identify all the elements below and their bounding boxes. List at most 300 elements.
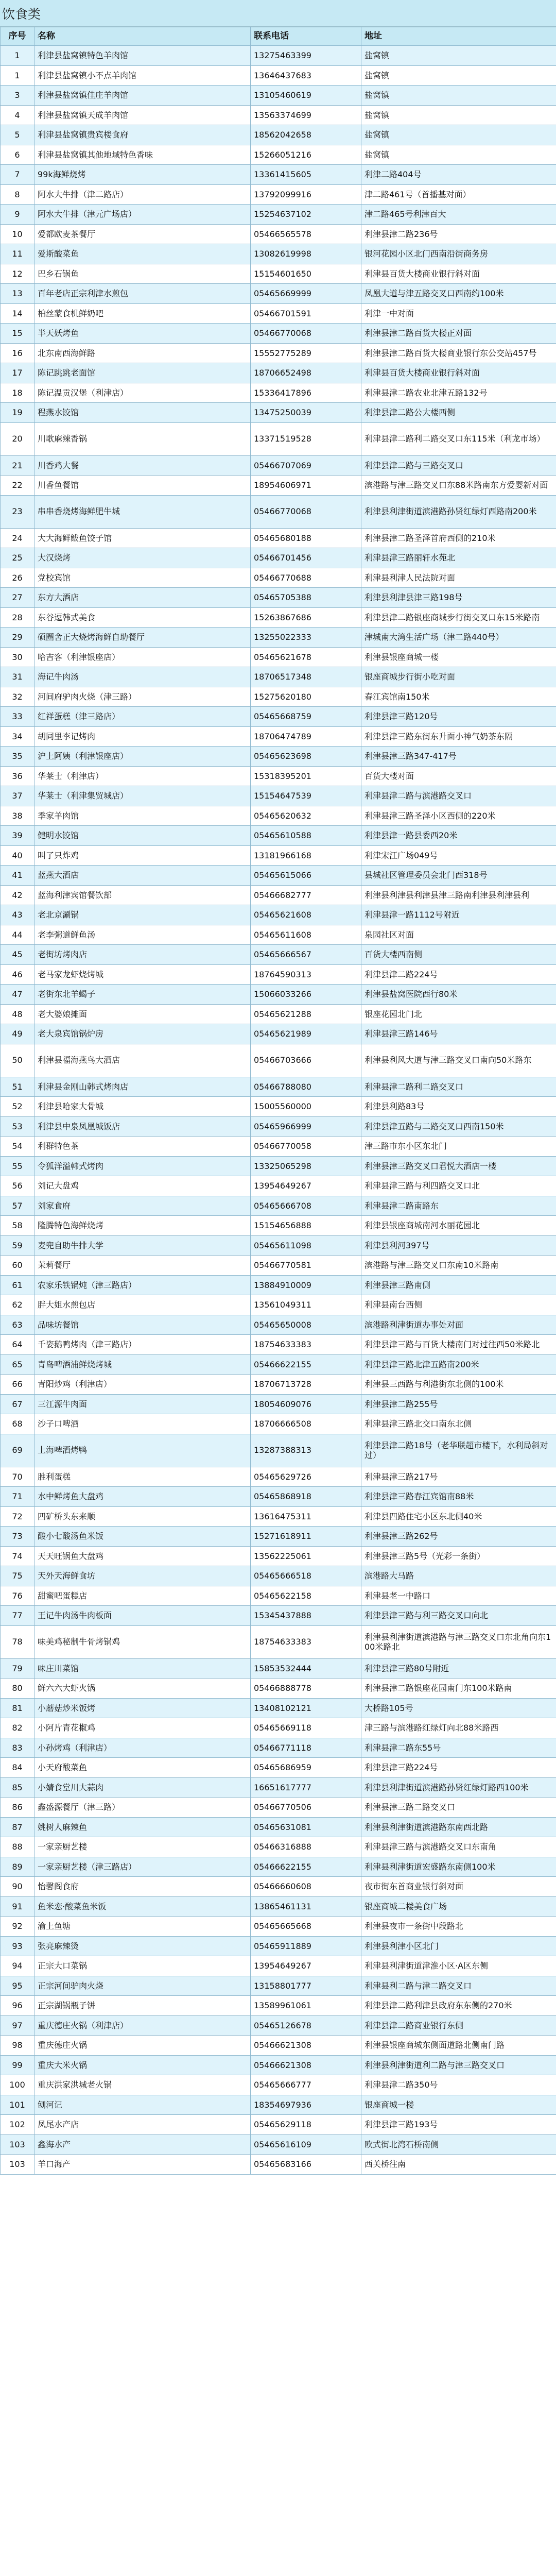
table-row [1,1956,556,1976]
cell-name: 华莱士（利津集贸城店） [34,786,251,806]
cell-seq: 75 [1,1566,34,1586]
cell-address: 银座商城步行街小吃对面 [361,667,556,687]
table-row [1,455,556,476]
cell-name: 利津县盐窝镇特色羊肉馆 [34,46,251,66]
cell-address: 利津县津三路120号 [361,707,556,727]
cell-seq: 8 [1,184,34,205]
table-row [1,1137,556,1157]
cell-phone: 15275620180 [251,687,361,707]
cell-address: 利津县津二路350号 [361,2075,556,2095]
table-row [1,324,556,344]
table-row [1,667,556,687]
cell-seq: 32 [1,687,34,707]
table-row [1,1917,556,1937]
cell-seq: 46 [1,964,34,985]
cell-seq: 33 [1,707,34,727]
cell-name: 小阿片青花椒鸡 [34,1718,251,1738]
cell-address: 银座商城二楼美食广场 [361,1896,556,1917]
table-row [1,1877,556,1897]
table-row [1,1375,556,1395]
cell-address: 利津县利津街道津淮小区·A区东侧 [361,1956,556,1976]
cell-address: 利津县津二路公大楼西侧 [361,403,556,423]
cell-seq: 3 [1,86,34,106]
cell-phone: 05465666708 [251,1196,361,1216]
table-row [1,1295,556,1315]
cell-seq: 103 [1,2155,34,2175]
table-row [1,588,556,608]
cell-address: 盐窝镇 [361,65,556,86]
cell-name: 令狐洋溢韩式烤肉 [34,1156,251,1176]
cell-phone: 05465615066 [251,866,361,886]
cell-phone: 18754633383 [251,1335,361,1355]
cell-seq: 82 [1,1718,34,1738]
cell-seq: 1 [1,46,34,66]
cell-name: 鑫海水产 [34,2134,251,2155]
table-row [1,145,556,165]
cell-address: 利津县津二路东55号 [361,1738,556,1758]
cell-seq: 51 [1,1077,34,1097]
table-row [1,1176,556,1196]
cell-seq: 58 [1,1216,34,1236]
cell-seq: 53 [1,1116,34,1137]
cell-seq: 86 [1,1798,34,1818]
table-row [1,1658,556,1679]
cell-address: 利津县津三路东街东升面小神气奶茶东隔 [361,726,556,747]
cell-seq: 23 [1,495,34,528]
cell-phone: 18764590313 [251,964,361,985]
cell-phone: 05465683166 [251,2155,361,2175]
cell-name: 利津县哈家大骨城 [34,1097,251,1117]
cell-address: 利津县津三路193号 [361,2115,556,2135]
cell-name: 正宗河间驴肉火烧 [34,1976,251,1996]
cell-name: 刘家食府 [34,1196,251,1216]
table-row [1,1335,556,1355]
cell-address: 泉园社区对面 [361,925,556,945]
cell-name: 巴乡石锅鱼 [34,264,251,284]
table-row [1,224,556,244]
table-row [1,1976,556,1996]
cell-address: 利津县利津县津三路198号 [361,588,556,608]
cell-address: 利津县利二路与津二路交叉口 [361,1976,556,1996]
cell-seq: 87 [1,1817,34,1837]
cell-seq: 99 [1,2055,34,2075]
cell-name: 99k海鲜烧烤 [34,165,251,185]
cell-phone: 13105460619 [251,86,361,106]
cell-phone: 15336417896 [251,383,361,403]
cell-address: 盐窝镇 [361,105,556,125]
table-row [1,1044,556,1077]
cell-phone: 15853532444 [251,1658,361,1679]
cell-phone: 13287388313 [251,1434,361,1467]
cell-name: 老马家龙虾烧烤城 [34,964,251,985]
cell-phone: 18054609076 [251,1394,361,1414]
cell-name: 酸小七酸汤鱼米饭 [34,1527,251,1547]
cell-address: 利津县津二路18号（老华联超市楼下，水利局斜对过） [361,1434,556,1467]
cell-address: 盐窝镇 [361,86,556,106]
cell-address: 凤凰大道与津五路交叉口西南约100米 [361,284,556,304]
table-row [1,707,556,727]
cell-phone: 18706474789 [251,726,361,747]
table-row [1,1487,556,1507]
cell-address: 利津县津二路236号 [361,224,556,244]
table-row [1,985,556,1005]
cell-address: 利津县百货大楼商业银行斜对面 [361,264,556,284]
table-row [1,925,556,945]
cell-address: 利津县津二路255号 [361,1394,556,1414]
cell-address: 利津县津二路百货大楼商业银行东公交站457号 [361,343,556,363]
cell-seq: 45 [1,945,34,965]
table-row [1,1256,556,1276]
cell-name: 爱都欧麦茶餐厅 [34,224,251,244]
cell-name: 老李粥道鲜鱼汤 [34,925,251,945]
cell-address: 利津县南台西侧 [361,1295,556,1315]
cell-seq: 52 [1,1097,34,1117]
table-row [1,1235,556,1256]
cell-name: 程燕水饺馆 [34,403,251,423]
cell-address: 津二路461号（首播基对面） [361,184,556,205]
cell-phone: 13475250039 [251,403,361,423]
cell-seq: 40 [1,845,34,866]
table-row [1,65,556,86]
table-row [1,1896,556,1917]
cell-seq: 79 [1,1658,34,1679]
table-row [1,1586,556,1606]
cell-name: 隆腾特色海鲜烧烤 [34,1216,251,1236]
cell-address: 利津县津二路银座花园南门东100米路南 [361,1679,556,1699]
table-row [1,1467,556,1487]
table-row [1,1817,556,1837]
cell-phone: 05465911889 [251,1936,361,1956]
cell-seq: 49 [1,1024,34,1044]
cell-address: 盐窝镇 [361,125,556,145]
cell-name: 麦兜自助牛排大学 [34,1235,251,1256]
cell-address: 利津县津三路5号（光彩一条街） [361,1546,556,1566]
table-row [1,1527,556,1547]
cell-name: 一家亲厨艺楼 [34,1837,251,1857]
table-row [1,1679,556,1699]
table-body [1,46,556,2175]
cell-phone: 13371519528 [251,422,361,455]
cell-name: 沪上阿姨（利津银座店） [34,747,251,767]
cell-seq: 35 [1,747,34,767]
cell-address: 春江宾馆南150米 [361,687,556,707]
cell-phone: 13792099916 [251,184,361,205]
table-row [1,766,556,786]
cell-address: 利津宋江广场049号 [361,845,556,866]
table-row [1,1546,556,1566]
cell-name: 正宗大口菜锅 [34,1956,251,1976]
cell-seq: 69 [1,1434,34,1467]
cell-phone: 05466770068 [251,324,361,344]
cell-address: 利津一中对面 [361,303,556,324]
cell-phone: 05466770688 [251,568,361,588]
cell-seq: 72 [1,1506,34,1527]
cell-address: 利津县盐窝医院西行80米 [361,985,556,1005]
cell-seq: 7 [1,165,34,185]
cell-name: 蓝海利津宾馆餐饮部 [34,885,251,905]
cell-phone: 05465629118 [251,2115,361,2135]
cell-address: 利津县津二路农业北津五路132号 [361,383,556,403]
table-row [1,2055,556,2075]
cell-address: 利津县利津街道宏盛路东南侧100米 [361,1857,556,1877]
cell-name: 小天府酸菜鱼 [34,1758,251,1778]
cell-seq: 6 [1,145,34,165]
cell-seq: 15 [1,324,34,344]
cell-seq: 94 [1,1956,34,1976]
cell-name: 茉莉餐厅 [34,1256,251,1276]
cell-seq: 4 [1,105,34,125]
cell-seq: 90 [1,1877,34,1897]
cell-phone: 05466770581 [251,1256,361,1276]
cell-address: 银河花园小区北门西南沿街商务房 [361,244,556,264]
cell-seq: 101 [1,2095,34,2115]
table-row [1,476,556,496]
cell-name: 柏丝蒙食机鲜奶吧 [34,303,251,324]
cell-address: 利津县利风大道与津三路交叉口南向50米路东 [361,1044,556,1077]
table-row [1,1394,556,1414]
cell-address: 利津县津二路南路东 [361,1196,556,1216]
cell-name: 小婧食堂川大蒜肉 [34,1777,251,1798]
cell-address: 利津县银座商城东侧面道路北侧南门路 [361,2036,556,2056]
cell-address: 利津县津二路224号 [361,964,556,985]
cell-name: 陈记跳跳老面馆 [34,363,251,383]
table-row [1,1698,556,1718]
cell-name: 老北京涮锅 [34,905,251,925]
table-row [1,806,556,826]
table-row [1,1196,556,1216]
cell-seq: 67 [1,1394,34,1414]
cell-name: 川香鱼餐馆 [34,476,251,496]
cell-seq: 20 [1,422,34,455]
cell-phone: 05466770506 [251,1798,361,1818]
table-row [1,1758,556,1778]
table-row [1,1837,556,1857]
cell-seq: 103 [1,2134,34,2155]
cell-address: 银座花园北门北 [361,1004,556,1024]
table-row [1,284,556,304]
cell-seq: 81 [1,1698,34,1718]
table-row [1,548,556,568]
cell-seq: 44 [1,925,34,945]
cell-address: 利津县津二路商业银行东侧 [361,2015,556,2036]
cell-name: 利津县福海燕鸟大酒店 [34,1044,251,1077]
cell-name: 老大泉宾馆锅炉房 [34,1024,251,1044]
cell-name: 哈吉客（利津银座店） [34,647,251,667]
cell-seq: 37 [1,786,34,806]
cell-name: 海记牛肉汤 [34,667,251,687]
cell-address: 利津县津二路与三路交叉口 [361,455,556,476]
table-row [1,607,556,628]
cell-name: 重庆洪家洪城老火锅 [34,2075,251,2095]
cell-name: 半天妖烤鱼 [34,324,251,344]
table-row [1,264,556,284]
table-row [1,1116,556,1137]
cell-address: 利津县津二路与滨港路交叉口 [361,786,556,806]
cell-address: 利津县利路83号 [361,1097,556,1117]
table-row [1,1414,556,1434]
table-row [1,1097,556,1117]
cell-seq: 43 [1,905,34,925]
cell-phone: 05465623698 [251,747,361,767]
cell-phone: 05465868918 [251,1487,361,1507]
header-seq: 序号 [1,27,34,46]
cell-name: 胡同里李记烤肉 [34,726,251,747]
cell-name: 叫了只炸鸡 [34,845,251,866]
table-row [1,2155,556,2175]
table-row [1,726,556,747]
cell-phone: 18562042658 [251,125,361,145]
cell-name: 上海啤酒烤鸭 [34,1434,251,1467]
cell-phone: 05465686959 [251,1758,361,1778]
cell-seq: 38 [1,806,34,826]
cell-phone: 05465126678 [251,2015,361,2036]
table-row [1,747,556,767]
table-row [1,2134,556,2155]
cell-name: 鲜六六大虾火锅 [34,1679,251,1699]
cell-name: 胜利蛋糕 [34,1467,251,1487]
cell-phone: 16651617777 [251,1777,361,1798]
table-row [1,1738,556,1758]
cell-phone: 13865461131 [251,1896,361,1917]
cell-name: 正宗湖锅瓶子饼 [34,1996,251,2016]
cell-phone: 15318395201 [251,766,361,786]
table-row [1,244,556,264]
cell-seq: 83 [1,1738,34,1758]
cell-phone: 05465966999 [251,1116,361,1137]
cell-phone: 15066033266 [251,985,361,1005]
cell-phone: 18954606971 [251,476,361,496]
cell-seq: 13 [1,284,34,304]
cell-phone: 05466660608 [251,1877,361,1897]
cell-seq: 28 [1,607,34,628]
table-row [1,1156,556,1176]
cell-name: 华莱士（利津店） [34,766,251,786]
cell-address: 津三路与滨港路红绿灯向北88米路西 [361,1718,556,1738]
table-row [1,1566,556,1586]
cell-phone: 15345437888 [251,1606,361,1626]
table-row [1,205,556,225]
table-row [1,1777,556,1798]
table-row [1,1434,556,1467]
cell-phone: 05465611098 [251,1235,361,1256]
cell-address: 利津县津三路圣泽小区西侧的220米 [361,806,556,826]
table-row [1,184,556,205]
table-row [1,905,556,925]
cell-name: 利津县金刚山韩式烤肉店 [34,1077,251,1097]
cell-phone: 18706652498 [251,363,361,383]
cell-name: 甜蜜吧蛋糕店 [34,1586,251,1606]
cell-phone: 05466770068 [251,495,361,528]
cell-name: 季家羊肉馆 [34,806,251,826]
cell-phone: 18706517348 [251,667,361,687]
cell-phone: 05465621608 [251,905,361,925]
cell-phone: 13562225061 [251,1546,361,1566]
cell-phone: 05466682777 [251,885,361,905]
table-row [1,528,556,548]
cell-phone: 13616475311 [251,1506,361,1527]
cell-phone: 05466703666 [251,1044,361,1077]
cell-seq: 93 [1,1936,34,1956]
cell-phone: 05465620632 [251,806,361,826]
cell-phone: 15154656888 [251,1216,361,1236]
cell-seq: 47 [1,985,34,1005]
cell-name: 阿水大牛排（津二路店） [34,184,251,205]
header-address: 地址 [361,27,556,46]
cell-address: 利津县津三路80号附近 [361,1658,556,1679]
cell-name: 河间府驴肉火烧（津三路） [34,687,251,707]
cell-name: 串串香烧烤海鲜肥牛城 [34,495,251,528]
cell-address: 百货大楼西南侧 [361,945,556,965]
cell-seq: 22 [1,476,34,496]
cell-name: 东谷逗韩式美食 [34,607,251,628]
cell-address: 利津县津二路圣泽首府西侧的210米 [361,528,556,548]
cell-seq: 85 [1,1777,34,1798]
cell-phone: 05465665668 [251,1917,361,1937]
cell-phone: 05466701456 [251,548,361,568]
cell-address: 利津县津三路二路交叉口 [361,1798,556,1818]
cell-address: 利津县津二路利津县政府东东侧的270米 [361,1996,556,2016]
table-row [1,2115,556,2135]
cell-phone: 05466770058 [251,1137,361,1157]
cell-name: 重庆德庄火锅（利津店） [34,2015,251,2036]
cell-seq: 95 [1,1976,34,1996]
sheet-caption: 饮食类 [0,0,556,27]
cell-address: 利津县津三路丽轩水苑北 [361,548,556,568]
cell-address: 大桥路105号 [361,1698,556,1718]
cell-phone: 05466622155 [251,1354,361,1375]
cell-name: 青阳炒鸡（利津店） [34,1375,251,1395]
cell-phone: 13646437683 [251,65,361,86]
cell-phone: 13325065298 [251,1156,361,1176]
table-row [1,568,556,588]
table-row [1,945,556,965]
cell-name: 鱼米恋·酸菜鱼米饭 [34,1896,251,1917]
cell-name: 大汉烧烤 [34,548,251,568]
cell-seq: 11 [1,244,34,264]
table-row [1,422,556,455]
cell-address: 百货大楼对面 [361,766,556,786]
cell-name: 小蘑菇炒米饭烤 [34,1698,251,1718]
cell-phone: 13361415605 [251,165,361,185]
table-row [1,1004,556,1024]
cell-seq: 1 [1,65,34,86]
cell-seq: 62 [1,1295,34,1315]
cell-phone: 18354697936 [251,2095,361,2115]
table-row [1,1718,556,1738]
cell-name: 利津县盐窝镇天成羊肉馆 [34,105,251,125]
cell-seq: 14 [1,303,34,324]
cell-seq: 57 [1,1196,34,1216]
cell-name: 千姿鹅鸭烤肉（津三路店） [34,1335,251,1355]
table-row [1,647,556,667]
cell-name: 老大婆娘摊面 [34,1004,251,1024]
cell-seq: 29 [1,628,34,648]
cell-name: 刘记大盘鸡 [34,1176,251,1196]
cell-phone: 13158801777 [251,1976,361,1996]
cell-phone: 05466788080 [251,1077,361,1097]
cell-seq: 77 [1,1606,34,1626]
table-row [1,885,556,905]
table-row [1,1354,556,1375]
cell-phone: 05465666567 [251,945,361,965]
cell-seq: 31 [1,667,34,687]
table-row [1,1216,556,1236]
cell-seq: 97 [1,2015,34,2036]
cell-address: 利津县老一中路口 [361,1586,556,1606]
cell-name: 利津县盐窝镇佳庄羊肉馆 [34,86,251,106]
cell-phone: 13408102121 [251,1698,361,1718]
table-row [1,105,556,125]
